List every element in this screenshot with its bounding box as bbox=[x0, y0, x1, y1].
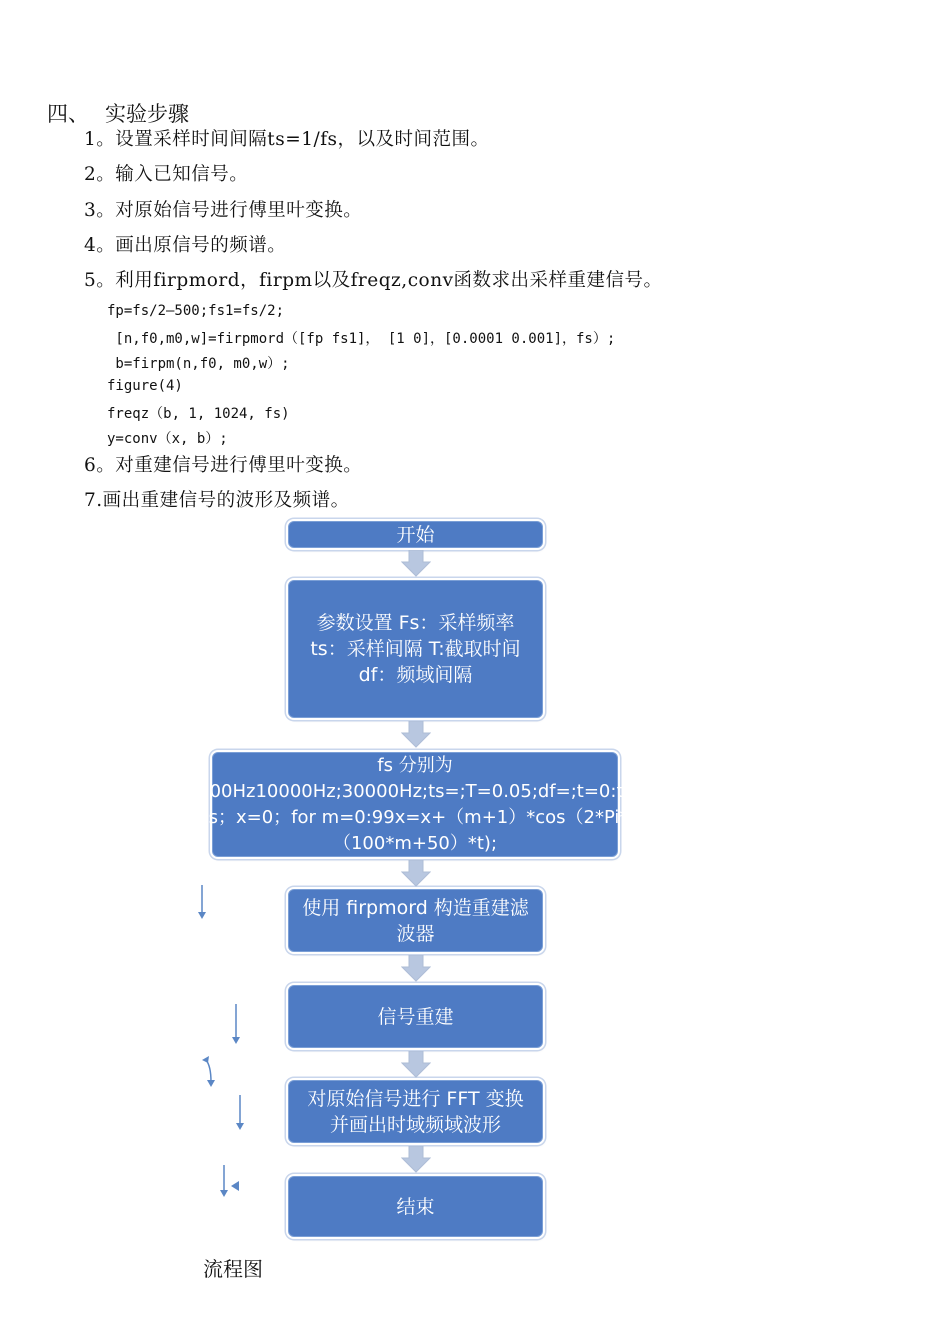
flow-box-reconstruction: 信号重建 bbox=[288, 985, 543, 1048]
section-number: 四、 bbox=[47, 102, 89, 126]
stray-arrow-3 bbox=[200, 1054, 220, 1090]
flow-box-filter-design: 使用 firpmord 构造重建滤波器 bbox=[288, 889, 543, 952]
step-4: 4。画出原信号的频谱。 bbox=[84, 235, 287, 256]
code-line-1: fp=fs/2—500;fs1=fs/2; bbox=[107, 303, 285, 319]
stray-arrow-1 bbox=[195, 884, 209, 920]
step-1: 1。设置采样时间间隔ts=1/fs，以及时间范围。 bbox=[84, 129, 490, 150]
code-line-4: figure(4) bbox=[107, 378, 183, 394]
step-3: 3。对原始信号进行傅里叶变换。 bbox=[84, 200, 363, 221]
stray-arrow-5 bbox=[217, 1164, 243, 1200]
flow-box-parameters: 参数设置 Fs：采样频率 ts：采样间隔 T:截取时间 df：频域间隔 bbox=[288, 580, 543, 718]
flow-arrow-5 bbox=[401, 1051, 431, 1079]
flow-box-fft: 对原始信号进行 FFT 变换并画出时域频域波形 bbox=[288, 1080, 543, 1143]
step-5: 5。利用firpmord，firpm以及freqz,conv函数求出采样重建信号。 bbox=[84, 270, 663, 291]
section-title: 实验步骤 bbox=[105, 102, 189, 126]
flow-arrow-1 bbox=[401, 550, 431, 578]
flowchart-caption: 流程图 bbox=[203, 1257, 263, 1281]
section-heading bbox=[47, 98, 189, 128]
code-line-5: freqz（b, 1, 1024, fs) bbox=[107, 406, 290, 422]
flow-box-start: 开始 bbox=[288, 521, 543, 548]
stray-arrow-4 bbox=[233, 1094, 247, 1132]
flow-arrow-2 bbox=[401, 721, 431, 749]
flow-arrow-3 bbox=[401, 860, 431, 888]
code-line-3: b=firpm(n,f0, m0,w）; bbox=[107, 356, 290, 372]
step-2: 2。输入已知信号。 bbox=[84, 164, 249, 185]
stray-arrow-2 bbox=[229, 1003, 243, 1045]
code-line-6: y=conv（x, b）; bbox=[107, 431, 228, 447]
step-6: 6。对重建信号进行傅里叶变换。 bbox=[84, 455, 363, 476]
flow-arrow-6 bbox=[401, 1146, 431, 1174]
flow-box-signal-definition: fs 分别为 20000Hz10000Hz;30000Hz;ts=;T=0.05;df=;t=0:ts:T-ts；x=0；for m=0:99x=x+（m+1）*cos（2*Pi*（100*m+50）*t); bbox=[212, 752, 618, 857]
flow-arrow-4 bbox=[401, 955, 431, 983]
flow-box-end: 结束 bbox=[288, 1176, 543, 1237]
step-7: 7.画出重建信号的波形及频谱。 bbox=[84, 490, 350, 511]
code-line-2: [n,f0,m0,w]=firpmord（[fp fs1]， [1 0]，[0.0001 0.001]，fs）; bbox=[107, 331, 616, 347]
